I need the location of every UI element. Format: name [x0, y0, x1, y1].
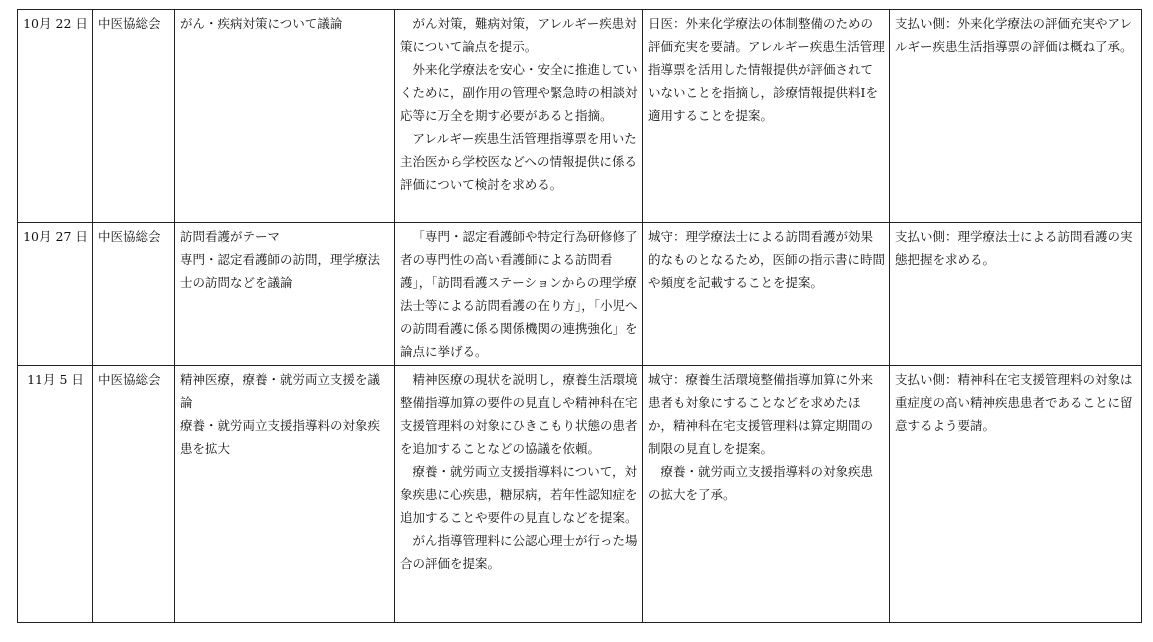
medical-side-cell: [643, 10, 890, 223]
payer-side-paragraph: 支払い側：精神科在宅支援管理料の対象は重症度の高い精神疾患患者であることに留意するよう要請。: [895, 372, 1133, 433]
date-cell: 10月 27 日: [18, 223, 93, 366]
issue-paragraph: がん対策，難病対策，アレルギー疾患対策について論点を提示。: [400, 16, 637, 54]
issue-paragraph: 療養・就労両立支援指導料について，対象疾患に心疾患，糖尿病，若年性認知症を追加することや要件の見直しなどを提案。: [400, 464, 638, 525]
topic-line: 訪問看護がテーマ: [180, 229, 281, 244]
issue-paragraph: 精神医療の現状を説明し，療養生活環境整備指導加算の要件の見直しや精神科在宅支援管理料の対象にひきこもり状態の患者を追加することなどの協議を依頼。: [400, 372, 638, 456]
table-row: [18, 223, 1142, 366]
topic-line: 精神医療，療養・就労両立支援を議論: [180, 372, 381, 410]
table-row: [18, 366, 1142, 623]
issues-cell: [395, 223, 643, 366]
meeting-summary-table: [17, 9, 1142, 623]
payer-side-paragraph: 支払い側：外来化学療法の評価充実やアレルギー疾患生活指導票の評価は概ね了承。: [895, 16, 1133, 54]
date-cell: 10月 22 日: [18, 10, 93, 223]
issues-cell: [395, 10, 643, 223]
table-row: [18, 10, 1142, 223]
medical-side-paragraph: 療養・就労両立支援指導料の対象疾患の拡大を了承。: [648, 464, 874, 502]
payer-side-cell: [890, 10, 1142, 223]
meeting-cell: 中医協総会: [93, 366, 175, 623]
issue-paragraph: がん指導管理料に公認心理士が行った場合の評価を提案。: [400, 533, 638, 571]
issue-paragraph: 「専門・認定看護師や特定行為研修修了者の専門性の高い看護師による訪問看護」，「訪問看護ステーションからの理学療法士等による訪問看護の在り方」，「小児への訪問看護に係る関係機関の連携強化」を論点に挙げる。: [400, 229, 638, 359]
payer-side-cell: [890, 223, 1142, 366]
topic-cell: [175, 10, 395, 223]
meeting-cell: 中医協総会: [93, 223, 175, 366]
topic-line: 専門・認定看護師の訪問，理学療法士の訪問などを議論: [180, 252, 381, 290]
issues-cell: [395, 366, 643, 623]
medical-side-paragraph: 日医：外来化学療法の体制整備のための評価充実を要請。アレルギー疾患生活管理指導票を活用した情報提供が評価されていないことを指摘し，診療情報提供料Ⅰを適用することを提案。: [648, 16, 885, 123]
topic-cell: [175, 366, 395, 623]
medical-side-cell: [643, 223, 890, 366]
issue-paragraph: アレルギー疾患生活管理指導票を用いた主治医から学校医などへの情報提供に係る評価について検討を求める。: [400, 131, 638, 192]
topic-line: がん・疾病対策について議論: [180, 16, 343, 31]
medical-side-paragraph: 城守：療養生活環境整備指導加算に外来患者も対象にすることなどを求めたほか，精神科在宅支援管理料は算定期間の制限の見直しを提案。: [648, 372, 874, 456]
issue-paragraph: 外来化学療法を安心・安全に推進していくために，副作用の管理や緊急時の相談対応等に万全を期す必要があると指摘。: [400, 62, 638, 123]
medical-side-cell: [643, 366, 890, 623]
topic-line: 療養・就労両立支援指導料の対象疾患を拡大: [180, 418, 381, 456]
payer-side-paragraph: 支払い側：理学療法士による訪問看護の実態把握を求める。: [895, 229, 1133, 267]
topic-cell: [175, 223, 395, 366]
payer-side-cell: [890, 366, 1142, 623]
medical-side-paragraph: 城守：理学療法士による訪問看護が効果的なものとなるため，医師の指示書に時間や頻度を記載することを提案。: [648, 229, 886, 290]
meeting-cell: 中医協総会: [93, 10, 175, 223]
date-cell: 11月 5 日: [18, 366, 93, 623]
